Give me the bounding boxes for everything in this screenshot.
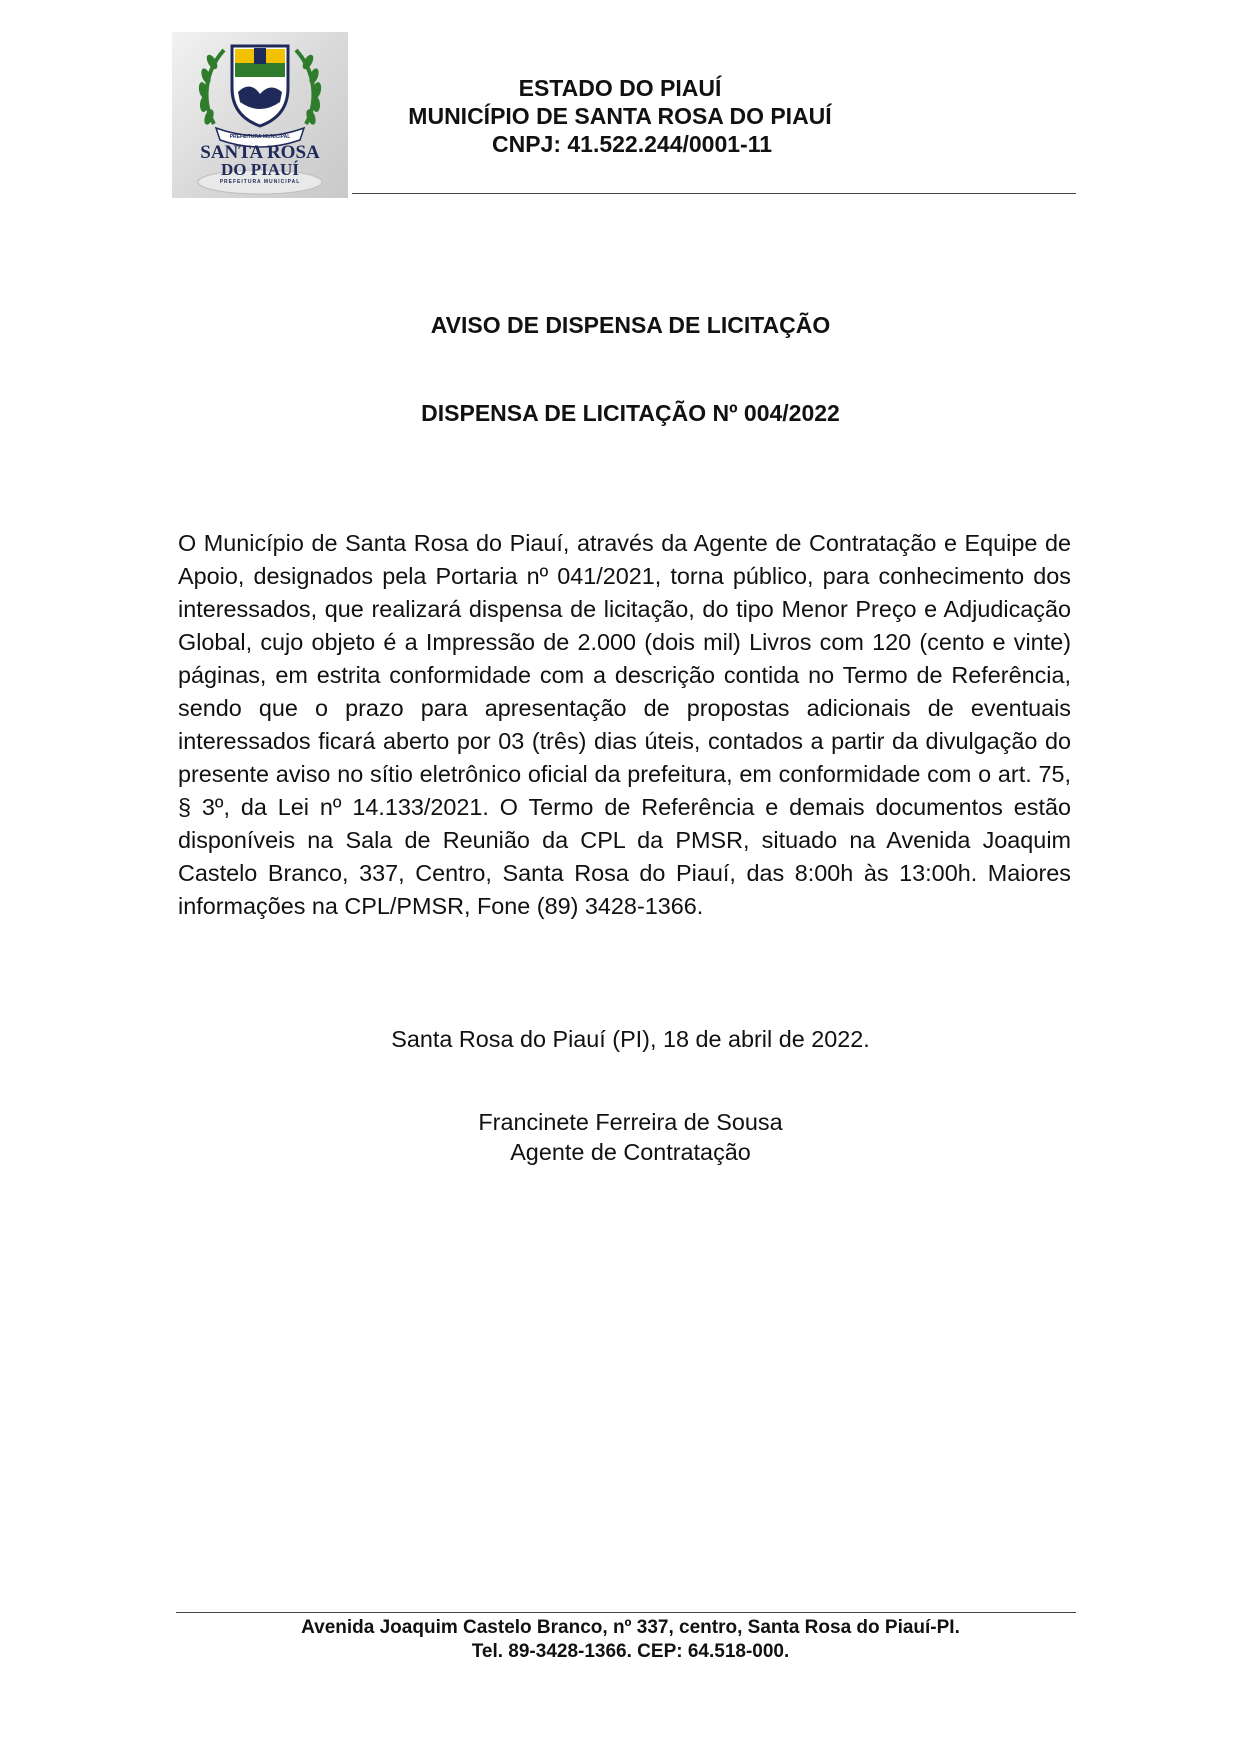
logo-subtitle: PREFEITURA MUNICIPAL <box>219 179 301 185</box>
signatory-role: Agente de Contratação <box>510 1139 751 1165</box>
footer-divider <box>176 1612 1076 1613</box>
logo-name-line2: DO PIAUÍ <box>221 160 299 179</box>
document-header <box>360 74 880 158</box>
municipal-logo <box>172 32 348 198</box>
footer-address: Avenida Joaquim Castelo Branco, nº 337, centro, Santa Rosa do Piauí-PI. <box>301 1617 960 1638</box>
document-title: AVISO DE DISPENSA DE LICITAÇÃO <box>430 312 831 338</box>
document-footer <box>10 1616 1241 1664</box>
notice-body: O Município de Santa Rosa do Piauí, através da Agente de Contratação e Equipe de Apoio, designados pela Portaria nº 041/2021, torna público, para conhecimento dos interessados, que realizará dispensa de licitação, do tipo Menor Preço e Adjudicação Global, cujo objeto é a Impressão de 2.000 (dois mil) Livros com 120 (cento e vinte) páginas, em estrita conformidade com a descrição contida no Termo de Referência, sendo que o prazo para apresentação de propostas adicionais de eventuais interessados ficará aberto por 03 (três) dias úteis, contados a partir da divulgação do presente aviso no sítio eletrônico oficial da prefeitura, em conformidade com o art. 75, § 3º, da Lei nº 14.133/2021. O Termo de Referência e demais documentos estão disponíveis na Sala de Reunião da CPL da PMSR, situado na Avenida Joaquim Castelo Branco, 337, Centro, Santa Rosa do Piauí, das 8:00h às 13:00h. Maiores informações na CPL/PMSR, Fone (89) 3428-1366. <box>178 530 1071 919</box>
header-cnpj: CNPJ: 41.522.244/0001-11 <box>491 131 773 157</box>
date-line: Santa Rosa do Piauí (PI), 18 de abril de 2022. <box>391 1026 870 1052</box>
logo-banner-text: PREFEITURA MUNICIPAL <box>229 134 291 140</box>
header-state: ESTADO DO PIAUÍ <box>518 75 722 101</box>
document-subtitle: DISPENSA DE LICITAÇÃO Nº 004/2022 <box>421 400 840 426</box>
logo-name-line1: SANTA ROSA <box>200 142 320 163</box>
footer-contact: Tel. 89-3428-1366. CEP: 64.518-000. <box>471 1641 790 1662</box>
header-municipality: MUNICÍPIO DE SANTA ROSA DO PIAUÍ <box>408 103 832 129</box>
signatory-name: Francinete Ferreira de Sousa <box>478 1109 783 1135</box>
header-divider <box>352 193 1076 194</box>
